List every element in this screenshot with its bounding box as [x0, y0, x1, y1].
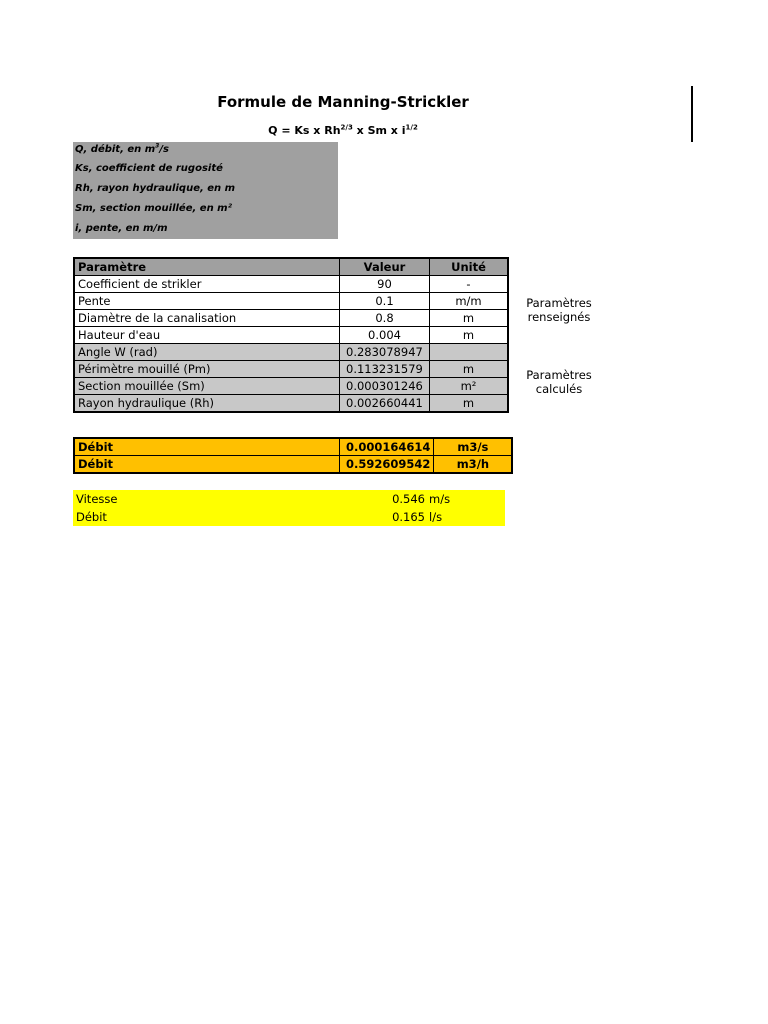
value-cell[interactable]: 0.000301246 — [340, 378, 430, 395]
table-row — [74, 344, 508, 361]
summary-box — [73, 490, 505, 526]
formula-exp-2: 1/2 — [405, 123, 418, 132]
debit-value-cell[interactable]: 0.000164614 — [340, 438, 434, 456]
param-cell[interactable]: Hauteur d'eau — [74, 327, 340, 344]
summary-row — [73, 508, 505, 526]
summary-value[interactable]: 0.546 — [392, 492, 425, 506]
unit-cell[interactable] — [430, 344, 509, 361]
unit-cell[interactable]: m — [430, 361, 509, 378]
value-cell[interactable]: 0.002660441 — [340, 395, 430, 413]
legend-line-q: Q, débit, en $m^3/s$ — [75, 142, 169, 155]
header-cell[interactable]: Valeur — [340, 258, 430, 276]
cell-cursor-bar — [691, 86, 693, 142]
debit-label-cell[interactable]: Débit — [74, 456, 340, 474]
legend-line-sm: Sm, section mouillée, en m² — [75, 203, 232, 214]
summary-unit[interactable]: l/s — [429, 510, 443, 524]
value-cell[interactable]: 90 — [340, 276, 430, 293]
param-cell[interactable]: Périmètre mouillé (Pm) — [74, 361, 340, 378]
param-cell[interactable]: Pente — [74, 293, 340, 310]
unit-cell[interactable]: m — [430, 310, 509, 327]
page-title: Formule de Manning-Strickler — [217, 93, 469, 111]
value-cell[interactable]: 0.8 — [340, 310, 430, 327]
legend-line-i: i, pente, en m/m — [75, 223, 168, 234]
debit-unit-cell[interactable]: m3/h — [434, 456, 513, 474]
table-header-row — [74, 258, 508, 276]
unit-cell[interactable]: m — [430, 327, 509, 344]
legend-box — [73, 142, 338, 239]
table-row — [74, 361, 508, 378]
side-label-renseignes: Paramètres renseignés — [526, 296, 592, 324]
value-cell[interactable]: 0.113231579 — [340, 361, 430, 378]
parameters-table — [73, 257, 509, 413]
debit-row — [74, 456, 512, 474]
debit-unit-cell[interactable]: m3/s — [434, 438, 513, 456]
param-cell[interactable]: Section mouillée (Sm) — [74, 378, 340, 395]
legend-line-rh: Rh, rayon hydraulique, en m — [75, 183, 236, 194]
value-cell[interactable]: 0.283078947 — [340, 344, 430, 361]
unit-cell[interactable]: m — [430, 395, 509, 413]
unit-cell[interactable]: - — [430, 276, 509, 293]
value-cell[interactable]: 0.004 — [340, 327, 430, 344]
table-row — [74, 378, 508, 395]
param-cell[interactable]: Angle W (rad) — [74, 344, 340, 361]
formula-exp-1: 2/3 — [340, 123, 353, 132]
value-cell[interactable]: 0.1 — [340, 293, 430, 310]
debit-table — [73, 437, 513, 474]
formula-middle: x Sm x i — [352, 124, 406, 137]
summary-unit[interactable]: m/s — [429, 492, 451, 506]
summary-value[interactable]: 0.165 — [392, 510, 425, 524]
debit-label-cell[interactable]: Débit — [74, 438, 340, 456]
table-row — [74, 310, 508, 327]
table-row — [74, 395, 508, 413]
summary-label[interactable]: Débit — [76, 510, 107, 524]
param-cell[interactable]: Diamètre de la canalisation — [74, 310, 340, 327]
param-cell[interactable]: Rayon hydraulique (Rh) — [74, 395, 340, 413]
formula-prefix: Q = Ks x Rh — [268, 124, 341, 137]
table-row — [74, 293, 508, 310]
summary-label[interactable]: Vitesse — [76, 492, 118, 506]
unit-cell[interactable]: m/m — [430, 293, 509, 310]
formula — [0, 124, 686, 137]
debit-value-cell[interactable]: 0.592609542 — [340, 456, 434, 474]
param-cell[interactable]: Coefficient de strikler — [74, 276, 340, 293]
side-label-calcules: Paramètres calculés — [526, 368, 592, 396]
header-cell[interactable]: Unité — [430, 258, 509, 276]
unit-cell[interactable]: m² — [430, 378, 509, 395]
table-row — [74, 276, 508, 293]
summary-row — [73, 490, 505, 508]
debit-row — [74, 438, 512, 456]
legend-line-ks: Ks, coefficient de rugosité — [75, 163, 223, 174]
table-row — [74, 327, 508, 344]
header-cell[interactable]: Paramètre — [74, 258, 340, 276]
